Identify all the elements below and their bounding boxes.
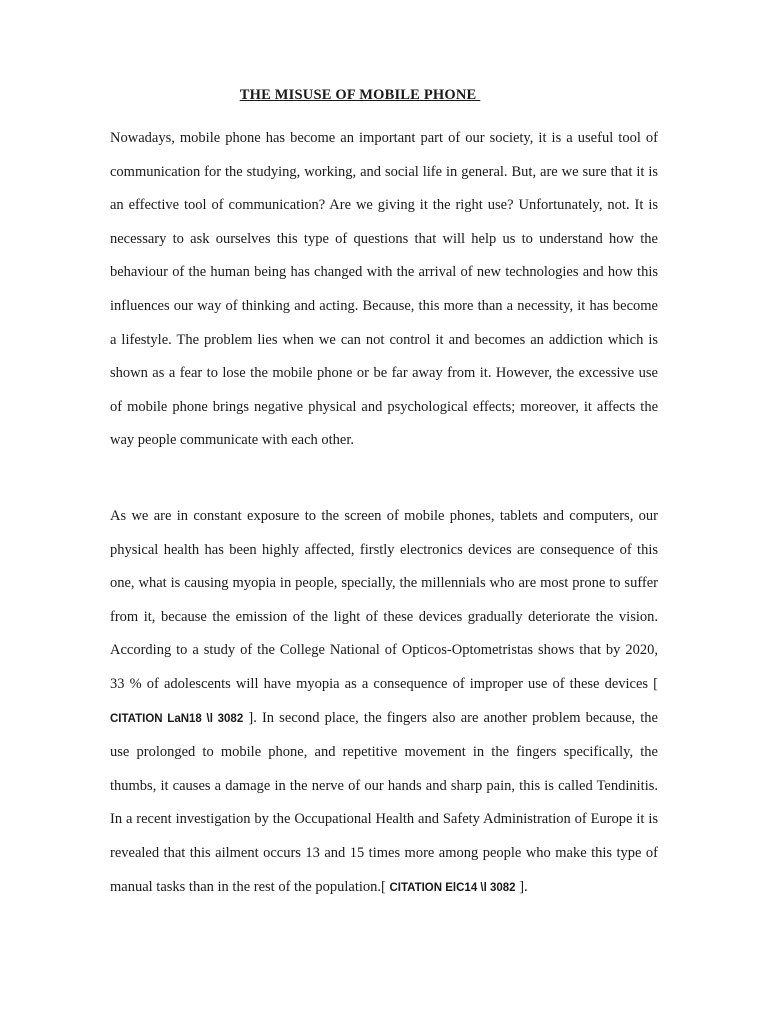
document-title: THE MISUSE OF MOBILE PHONE: [239, 87, 481, 103]
paragraph-2: [110, 500, 658, 905]
citation-field-lan18: CITATION LaN18 \l 3082: [110, 712, 244, 725]
paragraph-2-text-b: ]. In second place, the fingers also are another problem because, the use prolonged to mobile phone, and repetitive movement in the fingers specifically, the thumbs, it causes a damage in the nerve of our hands and sharp pain, this is called Tendinitis. In a recent investigation by the Occupational Health and Safety Administration of Europe it is revealed that this ailment occurs 13 and 15 times more among people who make this type of manual tasks than in the rest of the population.[: [110, 709, 658, 895]
paragraph-2-text-c: ].: [515, 878, 528, 895]
citation-field-elc14: CITATION ElC14 \l 3082: [389, 881, 516, 894]
paragraph-1: Nowadays, mobile phone has become an important part of our society, it is a useful tool of communication for the studying, working, and social life in general. But, are we sure that it is an effective tool of communication? Are we giving it the right use? Unfortunately, not. It is necessary to ask ourselves this type of questions that will help us to understand how the behaviour of the human being has changed with the arrival of new technologies and how this influences our way of thinking and acting. Because, this more than a necessity, it has become a lifestyle. The problem lies when we can not control it and becomes an addiction which is shown as a fear to lose the mobile phone or be far away from it. However, the excessive use of mobile phone brings negative physical and psychological effects; moreover, it affects the way people communicate with each other.: [110, 130, 658, 449]
paragraph-2-text-a: As we are in constant exposure to the screen of mobile phones, tablets and computers, our physical health has been highly affected, firstly electronics devices are consequence of this one, what is causing myopia in people, specially, the millennials who are most prone to suffer from it, because the emission of the light of these devices gradually deteriorate the vision. According to a study of the College National of Opticos-Optometristas shows that by 2020, 33 % of adolescents will have myopia as a consequence of improper use of these devices [: [110, 508, 658, 692]
